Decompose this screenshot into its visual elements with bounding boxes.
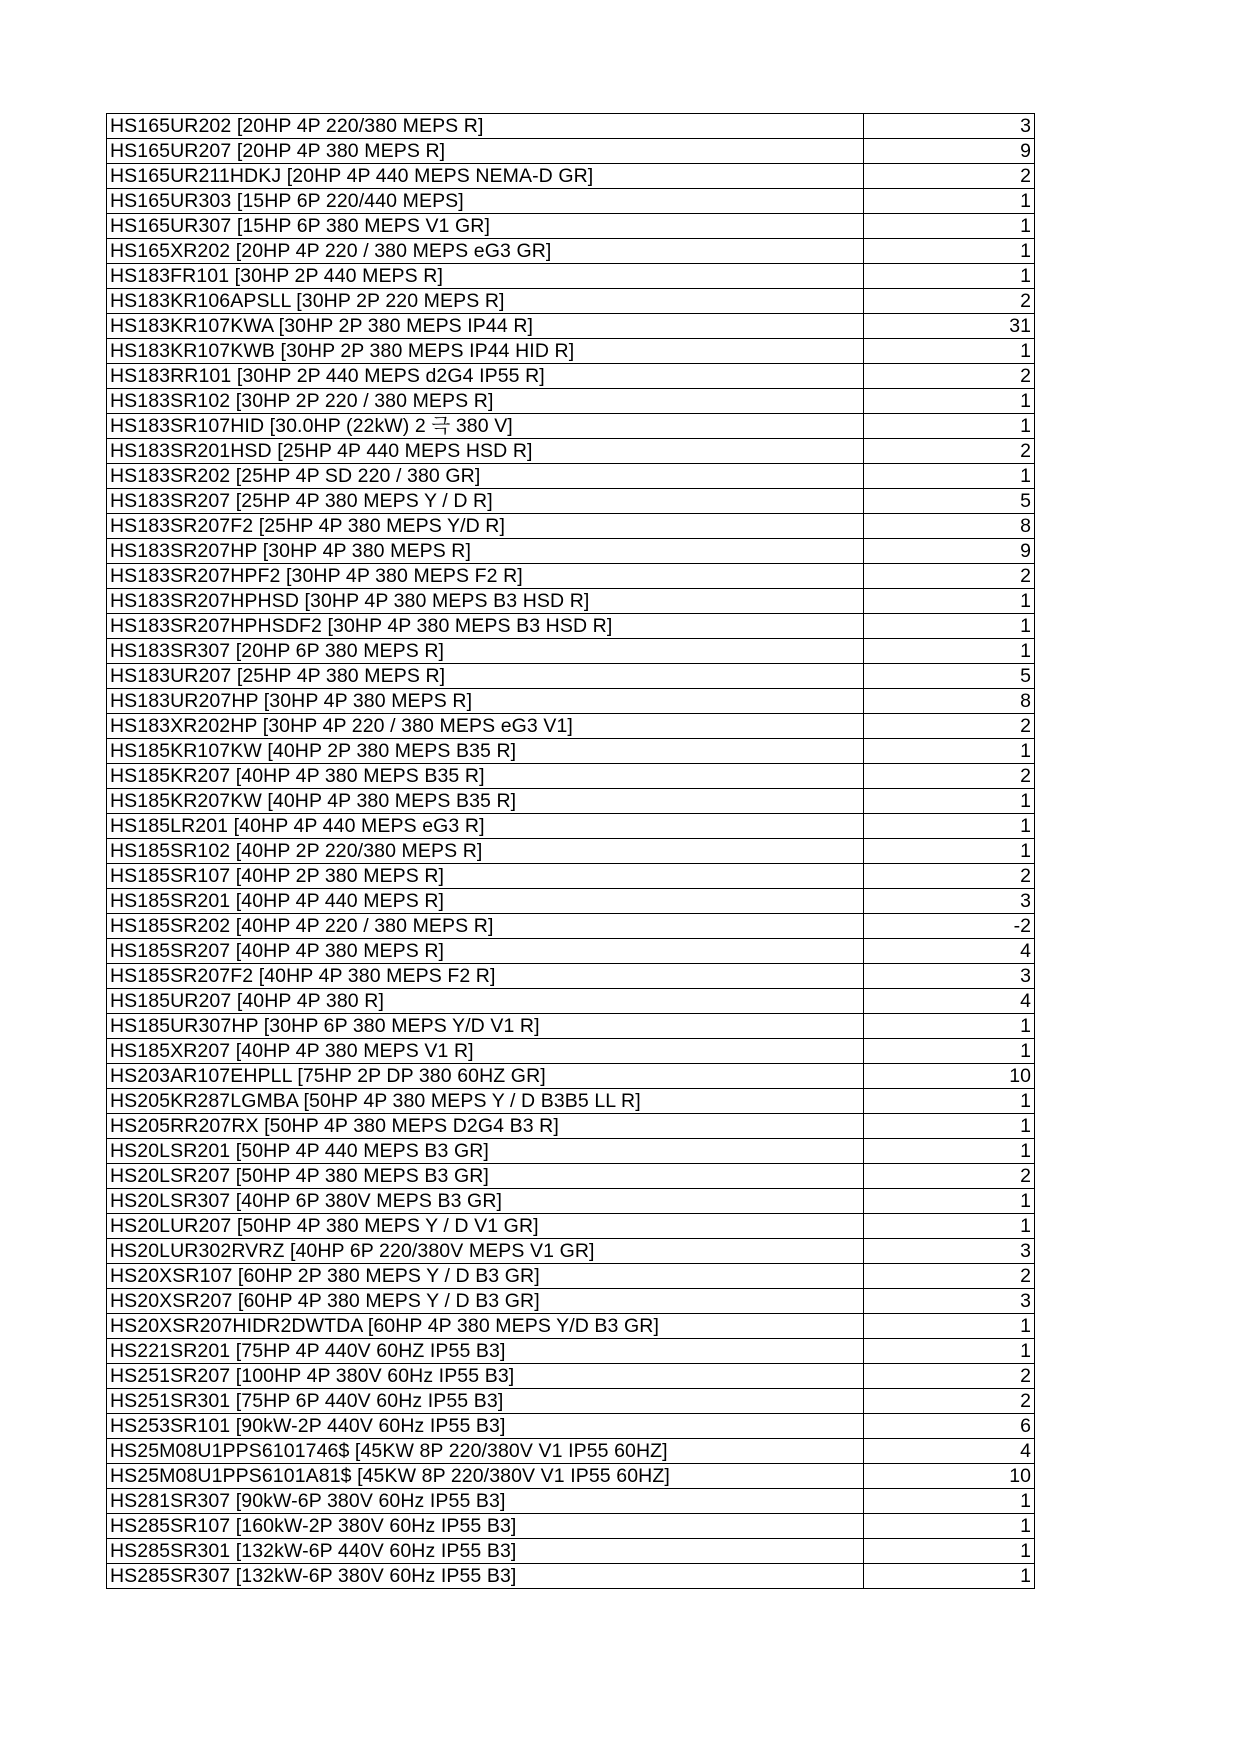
table-row — [107, 764, 1035, 789]
item-description-cell: HS20LUR302RVRZ [40HP 6P 220/380V MEPS V1 GR] — [107, 1239, 864, 1264]
item-description-cell: HS185SR102 [40HP 2P 220/380 MEPS R] — [107, 839, 864, 864]
item-description-cell: HS251SR301 [75HP 6P 440V 60Hz IP55 B3] — [107, 1389, 864, 1414]
item-quantity-cell: 1 — [864, 1114, 1035, 1139]
table-row — [107, 1164, 1035, 1189]
item-description-cell: HS20LUR207 [50HP 4P 380 MEPS Y / D V1 GR] — [107, 1214, 864, 1239]
table-row — [107, 1189, 1035, 1214]
item-quantity-cell: 2 — [864, 289, 1035, 314]
table-row — [107, 889, 1035, 914]
item-quantity-cell: 3 — [864, 114, 1035, 139]
item-description-cell: HS185SR201 [40HP 4P 440 MEPS R] — [107, 889, 864, 914]
item-quantity-cell: 1 — [864, 239, 1035, 264]
item-quantity-cell: 2 — [864, 864, 1035, 889]
item-description-cell: HS183FR101 [30HP 2P 440 MEPS R] — [107, 264, 864, 289]
item-description-cell: HS185UR307HP [30HP 6P 380 MEPS Y/D V1 R] — [107, 1014, 864, 1039]
item-quantity-cell: 1 — [864, 1039, 1035, 1064]
item-quantity-cell: 5 — [864, 489, 1035, 514]
item-description-cell: HS165UR211HDKJ [20HP 4P 440 MEPS NEMA-D GR] — [107, 164, 864, 189]
item-description-cell: HS183RR101 [30HP 2P 440 MEPS d2G4 IP55 R] — [107, 364, 864, 389]
item-description-cell: HS183SR207F2 [25HP 4P 380 MEPS Y/D R] — [107, 514, 864, 539]
item-quantity-cell: 2 — [864, 564, 1035, 589]
table-row — [107, 689, 1035, 714]
table-row — [107, 814, 1035, 839]
table-row — [107, 139, 1035, 164]
item-quantity-cell: 1 — [864, 414, 1035, 439]
item-quantity-cell: 2 — [864, 764, 1035, 789]
table-row — [107, 1114, 1035, 1139]
item-quantity-cell: 4 — [864, 1439, 1035, 1464]
item-quantity-cell: 1 — [864, 1214, 1035, 1239]
item-quantity-cell: 1 — [864, 1514, 1035, 1539]
table-row — [107, 989, 1035, 1014]
item-quantity-cell: 2 — [864, 364, 1035, 389]
item-quantity-cell: 1 — [864, 1314, 1035, 1339]
item-description-cell: HS285SR301 [132kW-6P 440V 60Hz IP55 B3] — [107, 1539, 864, 1564]
item-quantity-cell: 1 — [864, 1564, 1035, 1589]
item-quantity-cell: 9 — [864, 139, 1035, 164]
table-row — [107, 739, 1035, 764]
item-description-cell: HS183UR207HP [30HP 4P 380 MEPS R] — [107, 689, 864, 714]
item-quantity-cell: 1 — [864, 264, 1035, 289]
item-description-cell: HS205RR207RX [50HP 4P 380 MEPS D2G4 B3 R] — [107, 1114, 864, 1139]
table-row — [107, 164, 1035, 189]
item-description-cell: HS285SR307 [132kW-6P 380V 60Hz IP55 B3] — [107, 1564, 864, 1589]
item-quantity-cell: 1 — [864, 739, 1035, 764]
table-row — [107, 1039, 1035, 1064]
item-quantity-cell: 2 — [864, 439, 1035, 464]
item-quantity-cell: 3 — [864, 1239, 1035, 1264]
table-row — [107, 1214, 1035, 1239]
item-description-cell: HS183SR207HPHSDF2 [30HP 4P 380 MEPS B3 HSD R] — [107, 614, 864, 639]
item-description-cell: HS183SR102 [30HP 2P 220 / 380 MEPS R] — [107, 389, 864, 414]
table-row — [107, 1339, 1035, 1364]
table-row — [107, 1064, 1035, 1089]
item-description-cell: HS25M08U1PPS6101746$ [45KW 8P 220/380V V1 IP55 60HZ] — [107, 1439, 864, 1464]
table-row — [107, 1089, 1035, 1114]
item-description-cell: HS251SR207 [100HP 4P 380V 60Hz IP55 B3] — [107, 1364, 864, 1389]
table-row — [107, 1464, 1035, 1489]
table-row — [107, 264, 1035, 289]
inventory-table-body — [107, 114, 1035, 1589]
item-description-cell: HS20LSR307 [40HP 6P 380V MEPS B3 GR] — [107, 1189, 864, 1214]
table-row — [107, 1539, 1035, 1564]
item-quantity-cell: 4 — [864, 989, 1035, 1014]
item-description-cell: HS25M08U1PPS6101A81$ [45KW 8P 220/380V V1 IP55 60HZ] — [107, 1464, 864, 1489]
item-quantity-cell: 1 — [864, 464, 1035, 489]
item-quantity-cell: 1 — [864, 389, 1035, 414]
item-quantity-cell: 4 — [864, 939, 1035, 964]
item-description-cell: HS185LR201 [40HP 4P 440 MEPS eG3 R] — [107, 814, 864, 839]
table-row — [107, 564, 1035, 589]
table-row — [107, 1139, 1035, 1164]
table-row — [107, 189, 1035, 214]
table-row — [107, 1564, 1035, 1589]
item-quantity-cell: 1 — [864, 1489, 1035, 1514]
table-row — [107, 864, 1035, 889]
item-quantity-cell: 1 — [864, 589, 1035, 614]
item-quantity-cell: 1 — [864, 614, 1035, 639]
table-row — [107, 289, 1035, 314]
item-description-cell: HS183XR202HP [30HP 4P 220 / 380 MEPS eG3 V1] — [107, 714, 864, 739]
table-row — [107, 364, 1035, 389]
item-quantity-cell: 3 — [864, 1289, 1035, 1314]
item-quantity-cell: 1 — [864, 189, 1035, 214]
table-row — [107, 1264, 1035, 1289]
item-description-cell: HS20LSR201 [50HP 4P 440 MEPS B3 GR] — [107, 1139, 864, 1164]
item-quantity-cell: 31 — [864, 314, 1035, 339]
table-row — [107, 1364, 1035, 1389]
table-row — [107, 839, 1035, 864]
table-row — [107, 114, 1035, 139]
item-description-cell: HS183SR207 [25HP 4P 380 MEPS Y / D R] — [107, 489, 864, 514]
item-description-cell: HS183UR207 [25HP 4P 380 MEPS R] — [107, 664, 864, 689]
item-quantity-cell: 1 — [864, 339, 1035, 364]
item-quantity-cell: 2 — [864, 1364, 1035, 1389]
table-row — [107, 664, 1035, 689]
item-description-cell: HS281SR307 [90kW-6P 380V 60Hz IP55 B3] — [107, 1489, 864, 1514]
item-quantity-cell: 1 — [864, 1539, 1035, 1564]
table-row — [107, 489, 1035, 514]
item-description-cell: HS183SR207HPHSD [30HP 4P 380 MEPS B3 HSD R] — [107, 589, 864, 614]
item-description-cell: HS183SR307 [20HP 6P 380 MEPS R] — [107, 639, 864, 664]
item-description-cell: HS165UR202 [20HP 4P 220/380 MEPS R] — [107, 114, 864, 139]
item-quantity-cell: 9 — [864, 539, 1035, 564]
item-description-cell: HS183SR201HSD [25HP 4P 440 MEPS HSD R] — [107, 439, 864, 464]
table-row — [107, 1414, 1035, 1439]
item-quantity-cell: 10 — [864, 1464, 1035, 1489]
item-description-cell: HS183SR202 [25HP 4P SD 220 / 380 GR] — [107, 464, 864, 489]
item-description-cell: HS185SR202 [40HP 4P 220 / 380 MEPS R] — [107, 914, 864, 939]
item-quantity-cell: 1 — [864, 1089, 1035, 1114]
item-quantity-cell: 1 — [864, 1139, 1035, 1164]
item-quantity-cell: 2 — [864, 1164, 1035, 1189]
table-row — [107, 639, 1035, 664]
item-description-cell: HS185KR207KW [40HP 4P 380 MEPS B35 R] — [107, 789, 864, 814]
item-description-cell: HS183SR207HPF2 [30HP 4P 380 MEPS F2 R] — [107, 564, 864, 589]
table-row — [107, 1014, 1035, 1039]
item-description-cell: HS185UR207 [40HP 4P 380 R] — [107, 989, 864, 1014]
item-quantity-cell: 1 — [864, 1339, 1035, 1364]
item-quantity-cell: 2 — [864, 714, 1035, 739]
table-row — [107, 714, 1035, 739]
item-quantity-cell: 8 — [864, 514, 1035, 539]
table-row — [107, 1489, 1035, 1514]
table-row — [107, 239, 1035, 264]
table-row — [107, 1314, 1035, 1339]
item-quantity-cell: 6 — [864, 1414, 1035, 1439]
item-description-cell: HS20XSR107 [60HP 2P 380 MEPS Y / D B3 GR] — [107, 1264, 864, 1289]
table-row — [107, 964, 1035, 989]
table-row — [107, 339, 1035, 364]
table-row — [107, 414, 1035, 439]
table-row — [107, 914, 1035, 939]
table-row — [107, 464, 1035, 489]
table-row — [107, 439, 1035, 464]
item-quantity-cell: 2 — [864, 164, 1035, 189]
table-row — [107, 514, 1035, 539]
table-row — [107, 1439, 1035, 1464]
item-quantity-cell: 1 — [864, 1014, 1035, 1039]
item-quantity-cell: 8 — [864, 689, 1035, 714]
item-quantity-cell: 1 — [864, 839, 1035, 864]
item-quantity-cell: 2 — [864, 1264, 1035, 1289]
item-quantity-cell: -2 — [864, 914, 1035, 939]
item-description-cell: HS165XR202 [20HP 4P 220 / 380 MEPS eG3 GR] — [107, 239, 864, 264]
item-description-cell: HS185KR107KW [40HP 2P 380 MEPS B35 R] — [107, 739, 864, 764]
item-quantity-cell: 1 — [864, 214, 1035, 239]
item-description-cell: HS185SR207F2 [40HP 4P 380 MEPS F2 R] — [107, 964, 864, 989]
inventory-sheet — [106, 113, 1034, 1589]
table-row — [107, 1289, 1035, 1314]
item-quantity-cell: 3 — [864, 889, 1035, 914]
table-row — [107, 789, 1035, 814]
table-row — [107, 614, 1035, 639]
item-description-cell: HS183KR107KWA [30HP 2P 380 MEPS IP44 R] — [107, 314, 864, 339]
table-row — [107, 214, 1035, 239]
item-quantity-cell: 1 — [864, 814, 1035, 839]
item-description-cell: HS165UR207 [20HP 4P 380 MEPS R] — [107, 139, 864, 164]
item-description-cell: HS165UR303 [15HP 6P 220/440 MEPS] — [107, 189, 864, 214]
item-description-cell: HS183SR107HID [30.0HP (22kW) 2 극 380 V] — [107, 414, 864, 439]
item-description-cell: HS20XSR207 [60HP 4P 380 MEPS Y / D B3 GR] — [107, 1289, 864, 1314]
item-quantity-cell: 2 — [864, 1389, 1035, 1414]
table-row — [107, 1514, 1035, 1539]
table-row — [107, 1239, 1035, 1264]
table-row — [107, 539, 1035, 564]
item-description-cell: HS183SR207HP [30HP 4P 380 MEPS R] — [107, 539, 864, 564]
item-quantity-cell: 1 — [864, 639, 1035, 664]
table-row — [107, 589, 1035, 614]
item-description-cell: HS185KR207 [40HP 4P 380 MEPS B35 R] — [107, 764, 864, 789]
item-description-cell: HS285SR107 [160kW-2P 380V 60Hz IP55 B3] — [107, 1514, 864, 1539]
item-description-cell: HS221SR201 [75HP 4P 440V 60HZ IP55 B3] — [107, 1339, 864, 1364]
item-description-cell: HS20LSR207 [50HP 4P 380 MEPS B3 GR] — [107, 1164, 864, 1189]
item-description-cell: HS183KR106APSLL [30HP 2P 220 MEPS R] — [107, 289, 864, 314]
item-quantity-cell: 3 — [864, 964, 1035, 989]
item-quantity-cell: 1 — [864, 1189, 1035, 1214]
item-quantity-cell: 1 — [864, 789, 1035, 814]
item-description-cell: HS165UR307 [15HP 6P 380 MEPS V1 GR] — [107, 214, 864, 239]
table-row — [107, 939, 1035, 964]
table-row — [107, 389, 1035, 414]
item-description-cell: HS20XSR207HIDR2DWTDA [60HP 4P 380 MEPS Y/D B3 GR] — [107, 1314, 864, 1339]
item-quantity-cell: 10 — [864, 1064, 1035, 1089]
item-description-cell: HS253SR101 [90kW-2P 440V 60Hz IP55 B3] — [107, 1414, 864, 1439]
item-description-cell: HS203AR107EHPLL [75HP 2P DP 380 60HZ GR] — [107, 1064, 864, 1089]
item-quantity-cell: 5 — [864, 664, 1035, 689]
item-description-cell: HS205KR287LGMBA [50HP 4P 380 MEPS Y / D B3B5 LL R] — [107, 1089, 864, 1114]
table-row — [107, 1389, 1035, 1414]
item-description-cell: HS185SR207 [40HP 4P 380 MEPS R] — [107, 939, 864, 964]
item-description-cell: HS183KR107KWB [30HP 2P 380 MEPS IP44 HID R] — [107, 339, 864, 364]
item-description-cell: HS185XR207 [40HP 4P 380 MEPS V1 R] — [107, 1039, 864, 1064]
table-row — [107, 314, 1035, 339]
item-description-cell: HS185SR107 [40HP 2P 380 MEPS R] — [107, 864, 864, 889]
inventory-table — [106, 113, 1035, 1589]
